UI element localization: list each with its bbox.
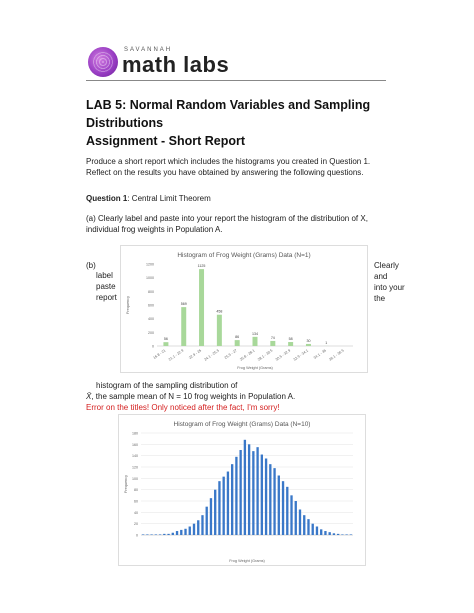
item-b-right-word: into your	[374, 283, 405, 292]
histogram-bar	[199, 269, 204, 346]
y-tick-label: 100	[132, 476, 138, 481]
x-tick-label: 28.1 - 30.5	[257, 348, 274, 362]
x-tick-label: 36.1 - 36.5	[328, 348, 345, 362]
x-axis-label: Frog Weight (Grams)	[229, 559, 265, 563]
y-tick-label: 800	[148, 289, 154, 294]
histogram-bar	[337, 534, 339, 535]
question-heading	[86, 193, 211, 204]
x-tick-label: 21.1 - 22.9	[167, 348, 185, 362]
item-b-left-word: label	[96, 271, 113, 280]
xbar-symbol: X̄	[86, 392, 92, 401]
histogram-bar	[261, 455, 263, 535]
item-b-right-word: the	[374, 294, 386, 303]
x-tick-label: 16.8 - 21	[152, 348, 167, 360]
y-tick-label: 20	[134, 522, 138, 527]
histogram-bar	[235, 457, 237, 535]
histogram-bar	[223, 477, 225, 535]
y-tick-label: 200	[148, 330, 154, 335]
histogram-bar	[256, 447, 258, 535]
histogram-bar	[163, 534, 165, 535]
histogram-bar	[155, 534, 157, 535]
histogram-bar	[295, 501, 297, 535]
histogram-bar	[184, 529, 186, 535]
chart-title: Histogram of Frog Weight (Grams) Data (N=1)	[177, 252, 311, 259]
histogram-bar	[303, 515, 305, 535]
y-tick-label: 1000	[146, 276, 154, 281]
histogram-bar	[269, 464, 271, 535]
histogram-bar	[324, 531, 326, 535]
histogram-bar	[181, 307, 186, 346]
item-b-right-word: Clearly	[374, 261, 399, 270]
data-label: 30	[306, 338, 311, 343]
histogram-bar	[265, 459, 267, 536]
histogram-bar	[306, 344, 311, 346]
x-tick-label: 25.5 - 27	[223, 348, 238, 360]
data-label: 86	[235, 335, 240, 340]
histogram-bar	[299, 510, 301, 536]
y-tick-label: 160	[132, 442, 138, 447]
histogram-bar	[288, 342, 293, 346]
logo-icon	[88, 47, 118, 77]
y-tick-label: 120	[132, 465, 138, 470]
histogram-bar	[253, 337, 258, 346]
histogram-bar	[248, 444, 250, 535]
item-a-text: (a) Clearly label and paste into your report the histogram of the distribution of X, individual frog weights in Population A.	[86, 214, 368, 234]
histogram-bar	[214, 490, 216, 535]
data-label: 569	[180, 302, 187, 307]
histogram-bar	[180, 530, 182, 535]
histogram-bar	[282, 481, 284, 535]
data-label: 58	[288, 337, 293, 342]
x-tick-label: 22.9 - 26	[188, 348, 203, 360]
y-tick-label: 40	[134, 510, 138, 515]
item-b-left-words	[96, 270, 120, 303]
histogram-bar	[142, 534, 144, 535]
histogram-bar	[312, 524, 314, 535]
histogram-bar	[341, 534, 343, 535]
y-axis-label: Frequency	[124, 475, 128, 493]
item-b-line1: histogram of the sampling distribution of	[96, 381, 238, 390]
histogram-bar	[227, 472, 229, 535]
item-b-right-words	[374, 260, 414, 304]
data-label: 56	[163, 337, 168, 342]
chart-frog-weight-n1	[120, 245, 368, 373]
histogram-bar	[193, 524, 195, 535]
item-b-left-word: paste	[96, 282, 116, 291]
histogram-bar	[270, 341, 275, 346]
y-tick-label: 400	[148, 317, 154, 322]
histogram-bar	[333, 533, 335, 535]
y-tick-label: 1200	[146, 262, 154, 267]
histogram-bar	[350, 534, 352, 535]
x-axis-label: Frog Weight (Grams)	[237, 366, 273, 370]
histogram-bar	[290, 495, 292, 535]
histogram-bar	[159, 534, 161, 535]
y-tick-label: 140	[132, 454, 138, 459]
chart-frog-weight-n10	[118, 414, 366, 566]
item-b-line2-text: , the sample mean of N = 10 frog weights in Population A.	[91, 392, 296, 401]
data-label: 74	[270, 335, 275, 340]
histogram-bar	[163, 342, 168, 346]
histogram-bar	[146, 534, 148, 535]
histogram-bar	[345, 534, 347, 535]
histogram-bar	[286, 487, 288, 535]
histogram-bar	[320, 529, 322, 535]
histogram-bar	[189, 527, 191, 536]
histogram-bar	[210, 498, 212, 535]
data-label: 1	[325, 340, 328, 345]
error-note: Error on the titles! Only noticed after the fact, I'm sorry!	[86, 403, 280, 412]
x-tick-label: 30.5 - 32.9	[274, 348, 292, 362]
question-rest: : Central Limit Theorem	[127, 194, 211, 203]
y-tick-label: 0	[152, 344, 154, 349]
histogram-bar	[273, 468, 275, 535]
logo-small-text: SAVANNAH	[124, 47, 173, 53]
x-tick-label: 24.1 - 25.5	[203, 348, 220, 362]
item-b-left-word: report	[96, 293, 117, 302]
y-tick-label: 0	[136, 533, 138, 538]
item-b-line2	[86, 391, 295, 402]
y-tick-label: 600	[148, 303, 154, 308]
intro-paragraph: Produce a short report which includes the histograms you created in Question 1. Reflect on the results you have obtained by answering the following questions.	[86, 157, 371, 177]
data-label: 134	[252, 331, 258, 336]
histogram-bar	[278, 476, 280, 536]
histogram-bar	[329, 532, 331, 535]
x-tick-label: 25.8 - 28.1	[239, 348, 256, 362]
question-label: Question 1	[86, 194, 128, 203]
y-tick-label: 80	[134, 488, 138, 493]
y-tick-label: 180	[132, 431, 138, 436]
histogram-bar	[231, 464, 233, 535]
histogram-bar	[150, 534, 152, 535]
item-b-marker: (b)	[86, 261, 96, 270]
histogram-bar	[197, 520, 199, 535]
chart-title: Histogram of Frog Weight (Grams) Data (N=10)	[173, 421, 311, 428]
data-label: 458	[216, 309, 223, 314]
histogram-bar	[316, 527, 318, 536]
section-title: Assignment - Short Report	[86, 134, 246, 148]
histogram-bar	[235, 340, 240, 346]
header-divider	[86, 80, 386, 81]
x-tick-label: 34.1 - 36	[312, 348, 327, 360]
histogram-bar	[239, 450, 241, 535]
histogram-bar	[201, 515, 203, 535]
histogram-bar	[252, 451, 254, 535]
histogram-bar	[176, 531, 178, 535]
histogram-bar	[218, 481, 220, 535]
logo-text: math labs	[122, 52, 230, 77]
y-tick-label: 60	[134, 499, 138, 504]
histogram-bar	[244, 440, 246, 535]
histogram-bar	[307, 519, 309, 535]
histogram-bar	[167, 534, 169, 535]
data-label: 1125	[197, 264, 206, 269]
page-title: LAB 5: Normal Random Variables and Sampling Distributions	[86, 98, 371, 130]
histogram-bar	[206, 507, 208, 535]
x-tick-label: 32.9 - 34.1	[292, 348, 310, 362]
histogram-bar	[217, 315, 222, 346]
y-axis-label: Frequency	[126, 296, 130, 314]
item-b-right-word: and	[374, 272, 388, 281]
histogram-bar	[172, 533, 174, 535]
